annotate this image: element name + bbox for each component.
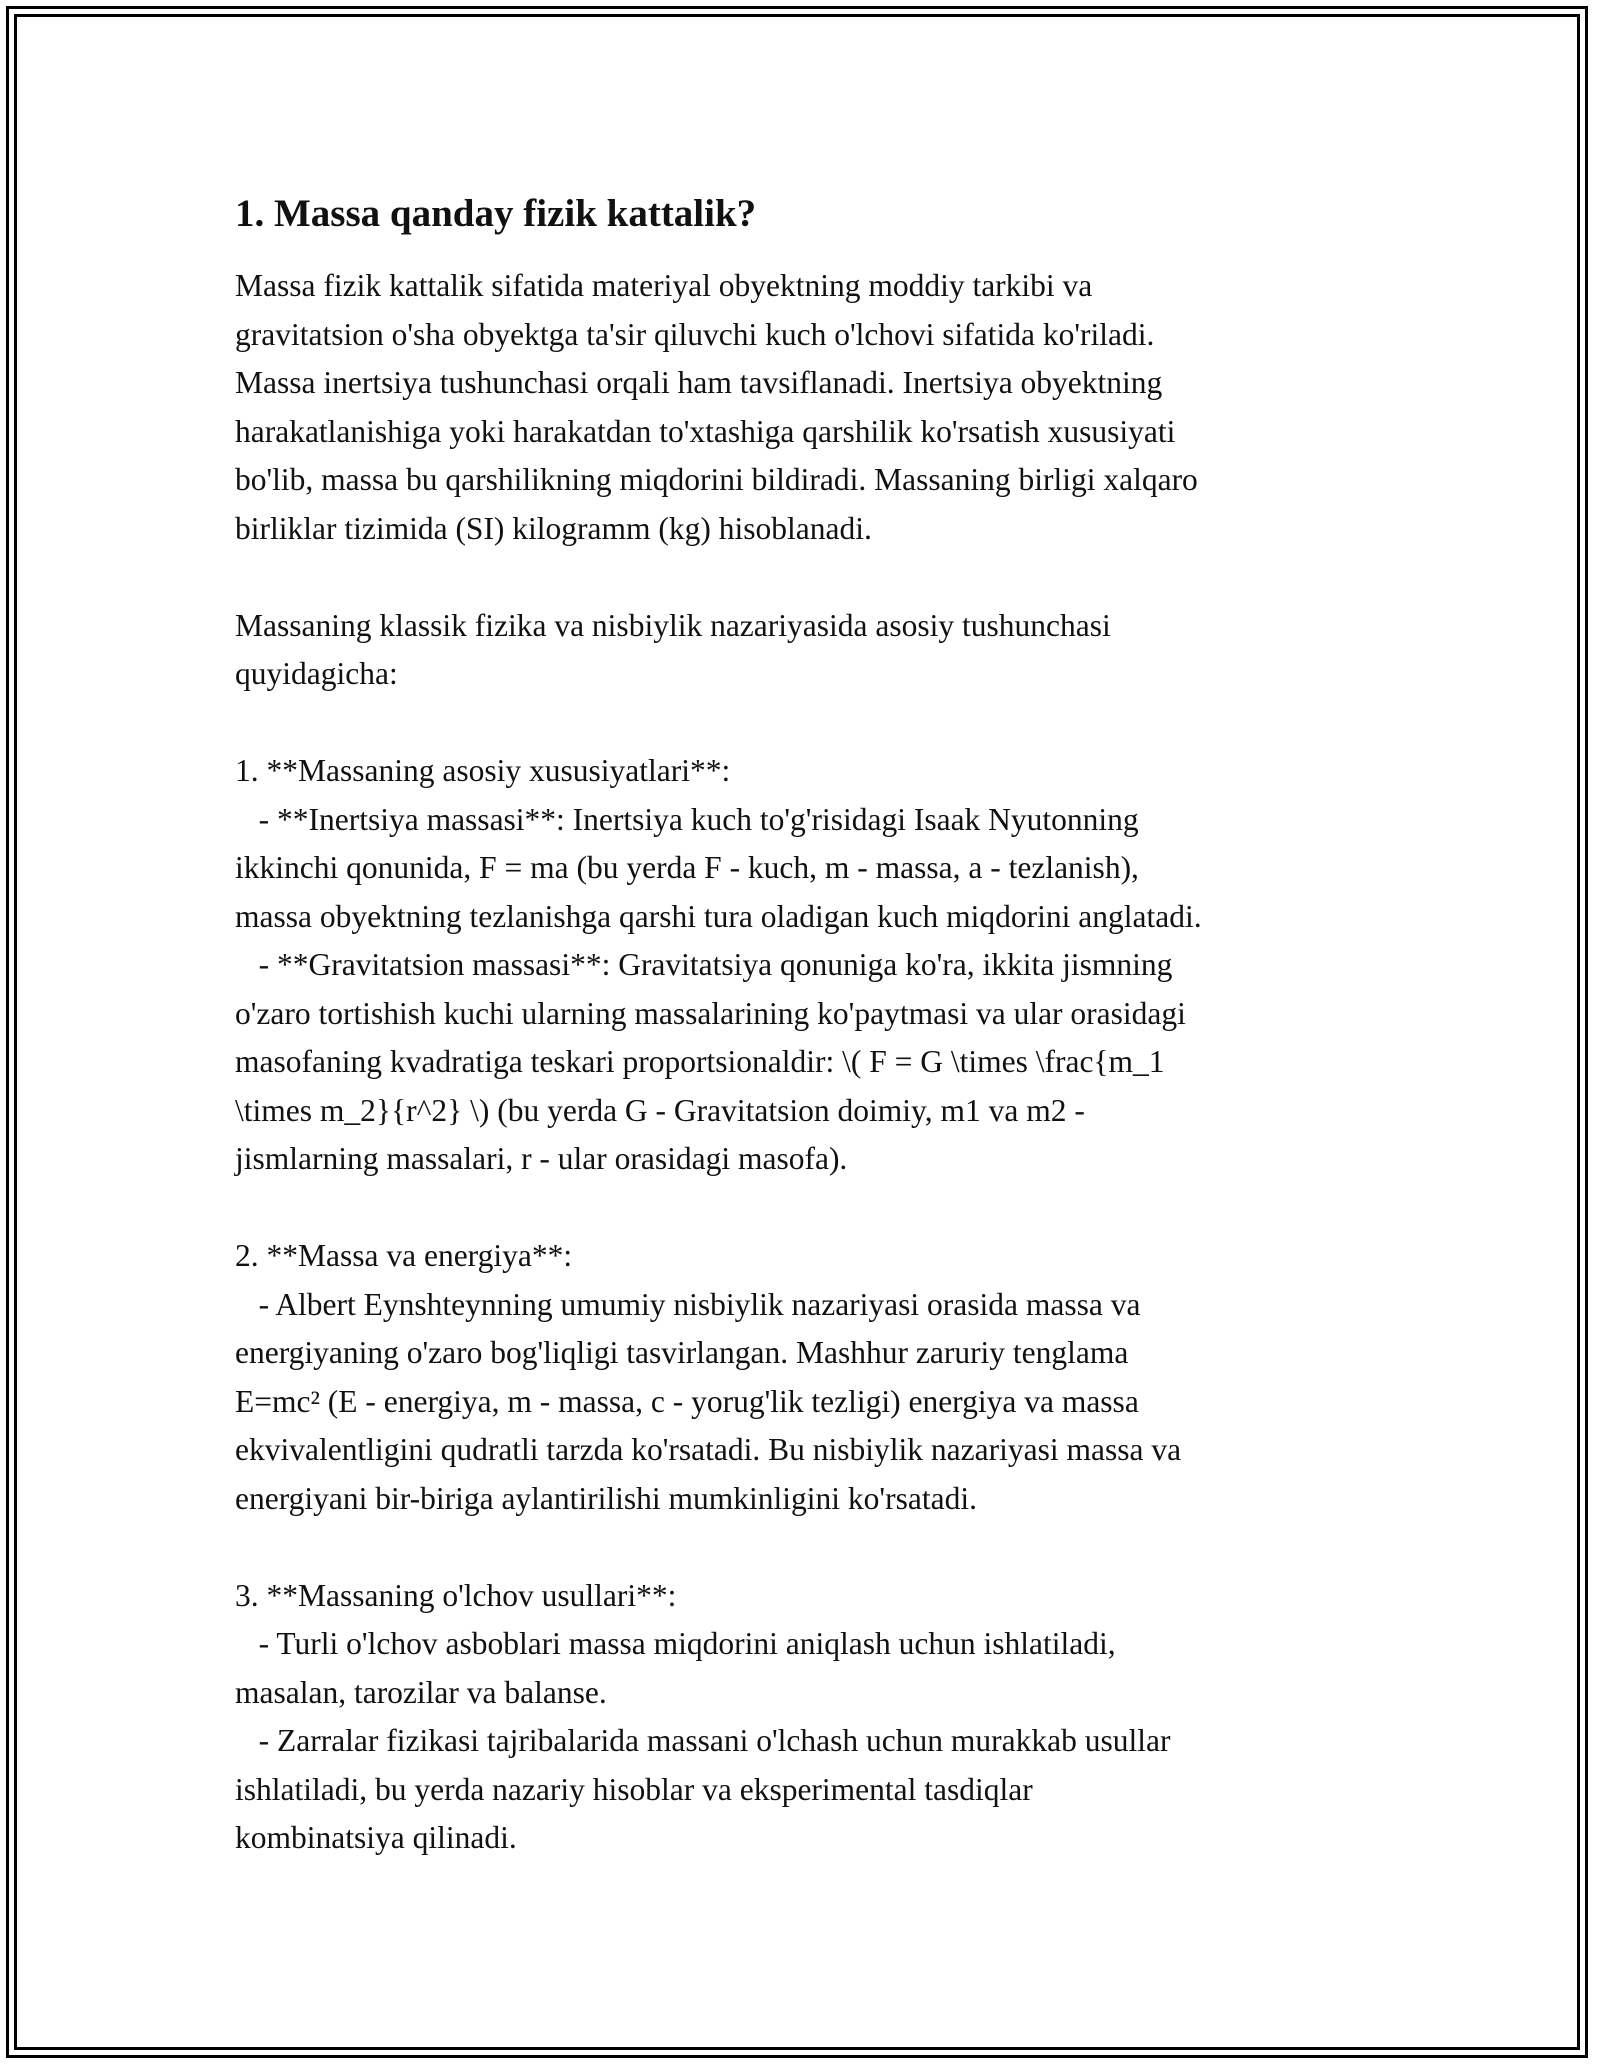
document-content (235, 188, 1375, 1863)
document-title: 1. Massa qanday fizik kattalik? (235, 192, 757, 235)
document-body: Massa fizik kattalik sifatida materiyal obyektning moddiy tarkibi va gravitatsion o'sha obyektga ta'sir qiluvchi kuch o'lchovi sifatida ko'riladi. Massa inertsiya tushunchasi orqali ham tavsiflanadi. Inertsiya obyektning harakatlanishiga yoki harakatdan to'xtashiga qarshilik ko'rsatish xususiyati bo'lib, massa bu qarshilikning miqdorini bildiradi. Massaning birligi xalqaro birliklar tizimida (SI) kilogramm (kg) hisoblanadi. Massaning klassik fizika va nisbiylik nazariyasida asosiy tushunchasi quyidagicha: 1. **Massaning asosiy xususiyatlari**: - **Inertsiya massasi**: Inertsiya kuch to'g'risidagi Isaak Nyutonning ikkinchi qonunida, F = ma (bu yerda F - kuch, m - massa, a - tezlanish), massa obyektning tezlanishga qarshi tura oladigan kuch miqdorini anglatadi. - **Gravitatsion massasi**: Gravitatsiya qonuniga ko'ra, ikkita jismning o'zaro tortishish kuchi ularning massalarining ko'paytmasi va ular orasidagi masofaning kvadratiga teskari proportsionaldir: \( F = G \times \frac{m_1 \times m_2}{r^2} \) (bu yerda G - Gravitatsion doimiy, m1 va m2 - jismlarning massalari, r - ular orasidagi masofa). 2. **Massa va energiya**: - Albert Eynshteynning umumiy nisbiylik nazariyasi orasida massa va energiyaning o'zaro bog'liqligi tasvirlangan. Mashhur zaruriy tenglama E=mc² (E - energiya, m - massa, c - yorug'lik tezligi) energiya va massa ekvivalentligini qudratli tarzda ko'rsatadi. Bu nisbiylik nazariyasi massa va energiyani bir-biriga aylantirilishi mumkinligini ko'rsatadi. 3. **Massaning o'lchov usullari**: - Turli o'lchov asboblari massa miqdorini aniqlash uchun ishlatiladi, masalan, tarozilar va balanse. - Zarralar fizikasi tajribalarida massani o'lchash uchun murakkab usullar ishlatiladi, bu yerda nazariy hisoblar va eksperimental tasdiqlar kombinatsiya qilinadi. (235, 268, 1202, 1855)
